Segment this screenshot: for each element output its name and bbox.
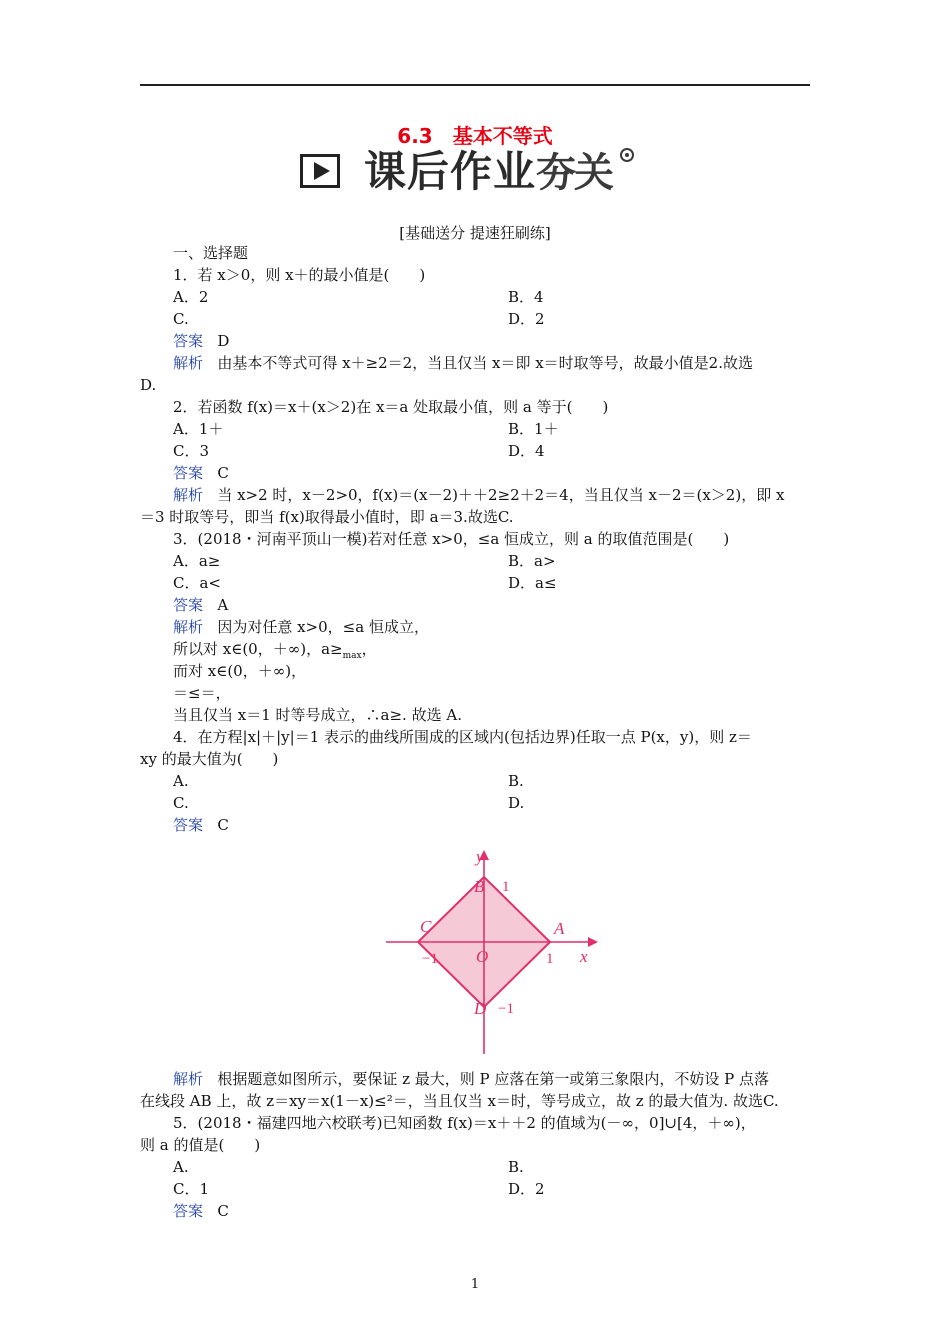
q5-option-b: B. [508, 1158, 524, 1176]
q4-option-b: B. [508, 772, 524, 790]
analysis-label: 解析 [173, 1070, 204, 1088]
analysis-text: 由基本不等式可得 x＋≥2＝2，当且仅当 x＝即 x＝时取等号，故最小值是2.故选 [217, 354, 753, 372]
section-title: 一、选择题 [173, 244, 249, 262]
page-number: 1 [470, 1277, 480, 1292]
header-rule [140, 84, 810, 86]
q3-analysis-line5: 当且仅当 x＝1 时等号成立，∴a≥. 故选 A. [173, 706, 462, 724]
q4-option-c: C. [173, 794, 189, 812]
q4-analysis-cont: 在线段 AB 上，故 z＝xy＝x(1－x)≤²＝，当且仅当 x＝时，等号成立，故 z 的最大值为. 故选C. [140, 1092, 779, 1110]
answer-label: 答案 [173, 816, 204, 834]
q5-option-a: A. [173, 1158, 189, 1176]
vertex-c-label: C [420, 917, 432, 936]
q2-answer [173, 462, 229, 484]
answer-label: 答案 [173, 1202, 204, 1220]
q2-option-c: C．3 [173, 442, 210, 460]
q3-option-b: B．a> [508, 552, 556, 570]
q1-option-c: C. [173, 310, 189, 328]
answer-value: A [217, 596, 229, 614]
q3-analysis-line3: 而对 x∈(0，＋∞)， [173, 662, 307, 680]
page-title: 6.3 基本不等式 [397, 124, 553, 148]
tick-neg-y: −1 [498, 1001, 514, 1017]
q3-analysis [173, 616, 429, 638]
q1-option-b: B．4 [508, 288, 544, 306]
q2-option-b: B．1＋ [508, 420, 559, 438]
q3-option-d: D．a≤ [508, 574, 557, 592]
answer-value: C [217, 464, 229, 482]
subheading: [基础送分 提速狂刷练] [399, 224, 551, 242]
max-subscript: max [342, 651, 362, 661]
q2-option-a: A．1＋ [173, 420, 224, 438]
answer-value: D [217, 332, 230, 350]
analysis-text: 当 x>2 时，x－2>0，f(x)＝(x－2)＋＋2≥2＋2＝4，当且仅当 x－2＝(x＞2)，即 x [217, 486, 785, 504]
vertex-a-label: A [554, 919, 565, 938]
play-icon [300, 154, 340, 188]
tick-pos-y: 1 [502, 879, 510, 895]
tick-pos-x: 1 [546, 951, 554, 967]
q4-stem-cont: xy 的最大值为( ) [140, 750, 279, 768]
answer-label: 答案 [173, 464, 204, 482]
tick-neg-x: −1 [422, 951, 438, 967]
q1-analysis-cont: D. [140, 376, 157, 394]
q3-analysis-line4: ＝≤＝， [173, 684, 231, 702]
q5-option-d: D．2 [508, 1180, 545, 1198]
q5-option-c: C．1 [173, 1180, 210, 1198]
banner-brand: 夯关 [536, 150, 612, 196]
q3-option-a: A．a≥ [173, 552, 221, 570]
q1-stem: 1．若 x＞0，则 x＋的最小值是( ) [173, 266, 426, 284]
vertex-b-label: B [474, 877, 485, 896]
banner-text: 课后作业 [364, 147, 537, 196]
q5-stem: 5．(2018・福建四地六校联考)已知函数 f(x)＝x＋＋2 的值域为(－∞，0]∪[4，＋∞)， [173, 1114, 756, 1132]
q3-analysis-line2: 所以对 x∈(0，＋∞)，$a\ge_{max}$， [173, 640, 377, 661]
analysis-label: 解析 [173, 486, 204, 504]
q1-answer [173, 330, 229, 352]
answer-value: C [217, 816, 229, 834]
q4-answer [173, 814, 229, 836]
brand-target-icon [620, 148, 634, 162]
q1-option-d: D．2 [508, 310, 545, 328]
q4-option-d: D. [508, 794, 525, 812]
answer-label: 答案 [173, 332, 204, 350]
q2-stem: 2．若函数 f(x)＝x＋(x＞2)在 x＝a 处取最小值，则 a 等于( ) [173, 398, 609, 416]
q2-analysis-cont: ＝3 时取等号，即当 f(x)取得最小值时，即 a＝3.故选C. [140, 508, 514, 526]
q2-option-d: D．4 [508, 442, 545, 460]
analysis-label: 解析 [173, 618, 204, 636]
q1-analysis [173, 352, 753, 374]
q3-stem: 3．(2018・河南平顶山一模)若对任意 x>0，≤a 恒成立，则 a 的取值范围是( ) [173, 530, 730, 548]
diamond-region-diagram [372, 832, 612, 1058]
q5-answer [173, 1200, 229, 1222]
q4-analysis [173, 1068, 769, 1090]
q1-option-a: A．2 [173, 288, 209, 306]
q2-analysis [173, 484, 784, 506]
homework-banner [300, 148, 650, 198]
q3-option-c: C．a< [173, 574, 221, 592]
q4-option-a: A. [173, 772, 189, 790]
x-axis-label: x [580, 947, 588, 966]
q5-stem-cont: 则 a 的值是( ) [140, 1136, 261, 1154]
y-axis-label: y [476, 847, 484, 866]
analysis-label: 解析 [173, 354, 204, 372]
analysis-text: 因为对任意 x>0，≤a 恒成立， [217, 618, 429, 636]
answer-label: 答案 [173, 596, 204, 614]
answer-value: C [217, 1202, 229, 1220]
analysis-text: 所以对 x∈(0，＋∞)，a≥ [173, 640, 343, 658]
analysis-text: 根据题意如图所示，要保证 z 最大，则 P 应落在第一或第三象限内，不妨设 P 点落 [217, 1070, 770, 1088]
origin-label: O [476, 947, 489, 966]
q4-stem: 4．在方程|x|＋|y|＝1 表示的曲线所围成的区域内(包括边界)任取一点 P(x，y)，则 z＝ [173, 728, 752, 746]
vertex-d-label: D [474, 999, 487, 1018]
q3-answer [173, 594, 228, 616]
